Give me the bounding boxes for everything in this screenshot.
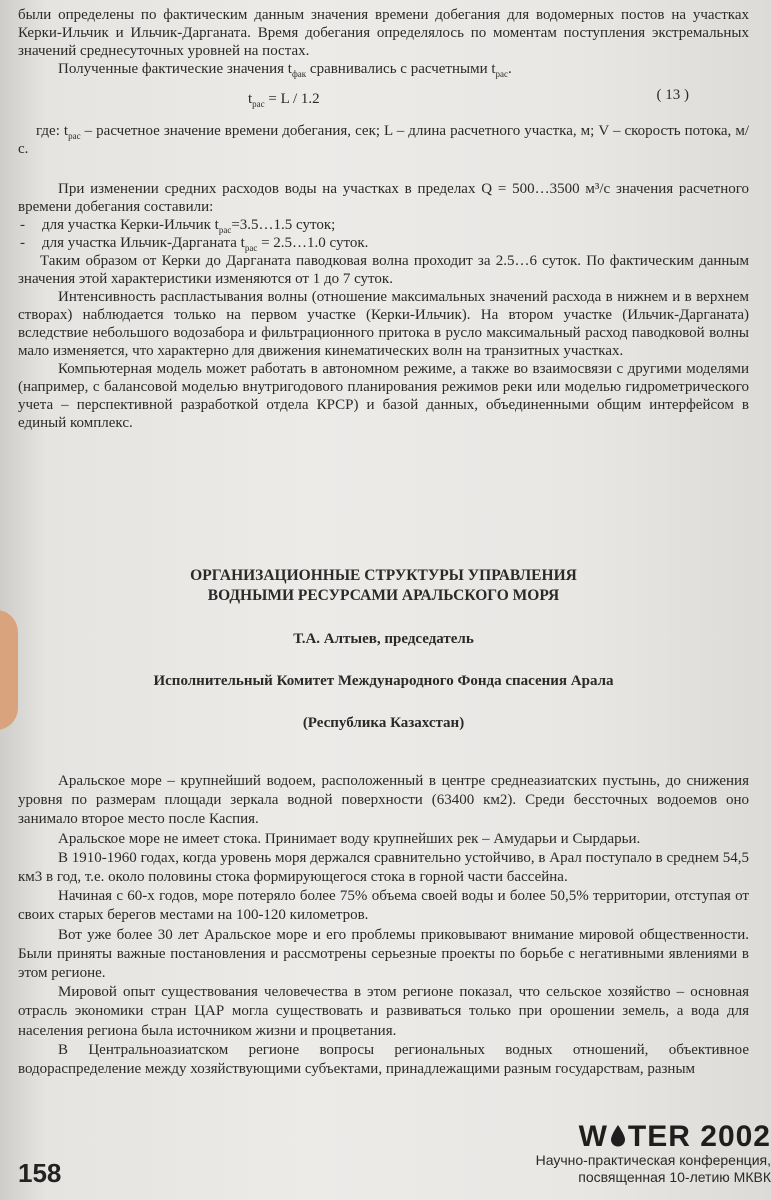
conference-line-1: Научно-практическая конференция, [535,1152,771,1168]
formula-expression: $t_{рас} = L / 1.2$ [248,91,320,109]
conference-line-2: посвященная 10-летию МКВК [578,1169,771,1185]
list-item-2: - для участка Ильчик-Дарганата $t_{рас}$ = 2.5…1.0 суток. [20,235,369,253]
article-paragraph-7: В Центральноазиатском регионе вопросы региональных водных отношений, объективное водораспределение между хозяйствующими субъектами, принадлежащими разным государствам, разным [18,1041,749,1078]
paragraph-4: Таким образом от Керки до Дарганата паводковая волна проходит за 2.5…6 суток. По фактическим данным значения этой характеристики изменяются от 1 до 7 суток. [18,253,749,287]
water-2002-logo: W TER 2002 [578,1120,771,1153]
paragraph-2: Полученные фактические значения $t_{фак}$ сравнивались с расчетными $t_{рас}$. [58,61,512,79]
article-header [18,566,749,732]
article-organization: Исполнительный Комитет Международного Фонда спасения Арала [153,673,614,689]
article-paragraph-2: Аральское море не имеет стока. Принимает воду крупнейших рек – Амударьи и Сырдарьи. [58,830,641,847]
paragraph-1: были определены по фактическим данным значения времени добегания для водомерных постов на участках Керки-Ильчик и Ильчик-Дарганата. Время добегания определялось по моментам поступления экстремальных значений среднесуточных уровней на постах. [18,7,749,59]
thumb-shadow [0,610,18,730]
formula-13 [18,78,749,118]
list-item-1: - для участка Керки-Ильчик $t_{рас}=3.5\dots 1.5$ суток; [20,217,336,235]
paragraph-6: Компьютерная модель может работать в автономном режиме, а также во взаимосвязи с другими моделями (например, с балансовой моделью внутригодового планирования режимов реки или моделью гидрометрического учета – перспективной разработкой отдела КРСР) и базой данных, объединенными общим интерфейсом в единый комплекс. [18,361,749,431]
paragraph-3: При изменении средних расходов воды на участках в пределах Q = 500…3500 м³/с значения расчетного времени добегания составили: [18,181,749,215]
article-author: Т.А. Алтыев, председатель [293,631,474,647]
paragraph-5: Интенсивность распластывания волны (отношение максимальных значений расхода в нижнем и в верхнем створах) наблюдается только на первом участке (Керки-Ильчик). На втором участке (Ильчик-Дарганата) вследствие небольшого водозабора и фильтрационного притока в русло максимальный расход паводковой волны мало изменяется, что характерно для движения кинематических волн на транзитных участках. [18,289,749,359]
formula-number: ( 13 ) [656,87,689,103]
conference-caption [536,1152,771,1186]
article-country: (Республика Казахстан) [302,715,465,731]
article-body [18,772,749,1079]
article-paragraph-4: Начиная с 60-х годов, море потеряло более 75% объема своей воды и более 50,5% территории, отступая от своих старых берегов местами на 100-120 километров. [18,888,749,924]
water-drop-icon [609,1124,627,1148]
article-paragraph-1: Аральское море – крупнейший водоем, расположенный в центре среднеазиатских пустынь, до снижения уровня по размерам площади зеркала водной поверхности (63400 км2). Среди бессточных водоемов оно занимало второе место после Каспия. [18,773,749,828]
formula-where: где: $t_{рас}$ – расчетное значение времени добегания, сек; L – длина расчетного участка, м; V – скорость потока, м/с. [18,123,750,157]
page-number: 158 [18,1158,62,1188]
article-paragraph-6: Мировой опыт существования человечества в этом регионе показал, что сельское хозяйство – основная отрасль экономики стран ЦАР могла существовать и развиваться только при орошении земель, а вода для населения региона была источником жизни и процветания. [18,984,749,1039]
top-section [18,6,749,432]
article-title-line-1: ОРГАНИЗАЦИОННЫЕ СТРУКТУРЫ УПРАВЛЕНИЯ [190,567,577,584]
article-paragraph-3: В 1910-1960 годах, когда уровень моря держался сравнительно устойчиво, в Арал поступало в среднем 54,5 км3 в год, т.е. около половины стока формирующегося стока в горной части бассейна. [18,849,749,886]
article-title-line-2: ВОДНЫМИ РЕСУРСАМИ АРАЛЬСКОГО МОРЯ [207,587,560,604]
article-paragraph-5: Вот уже более 30 лет Аральское море и его проблемы приковывают внимание мировой общественности. Были приняты важные постановления и рассмотрены серьезные проекты по борьбе с негативными явлениями в этом регионе. [18,926,749,982]
